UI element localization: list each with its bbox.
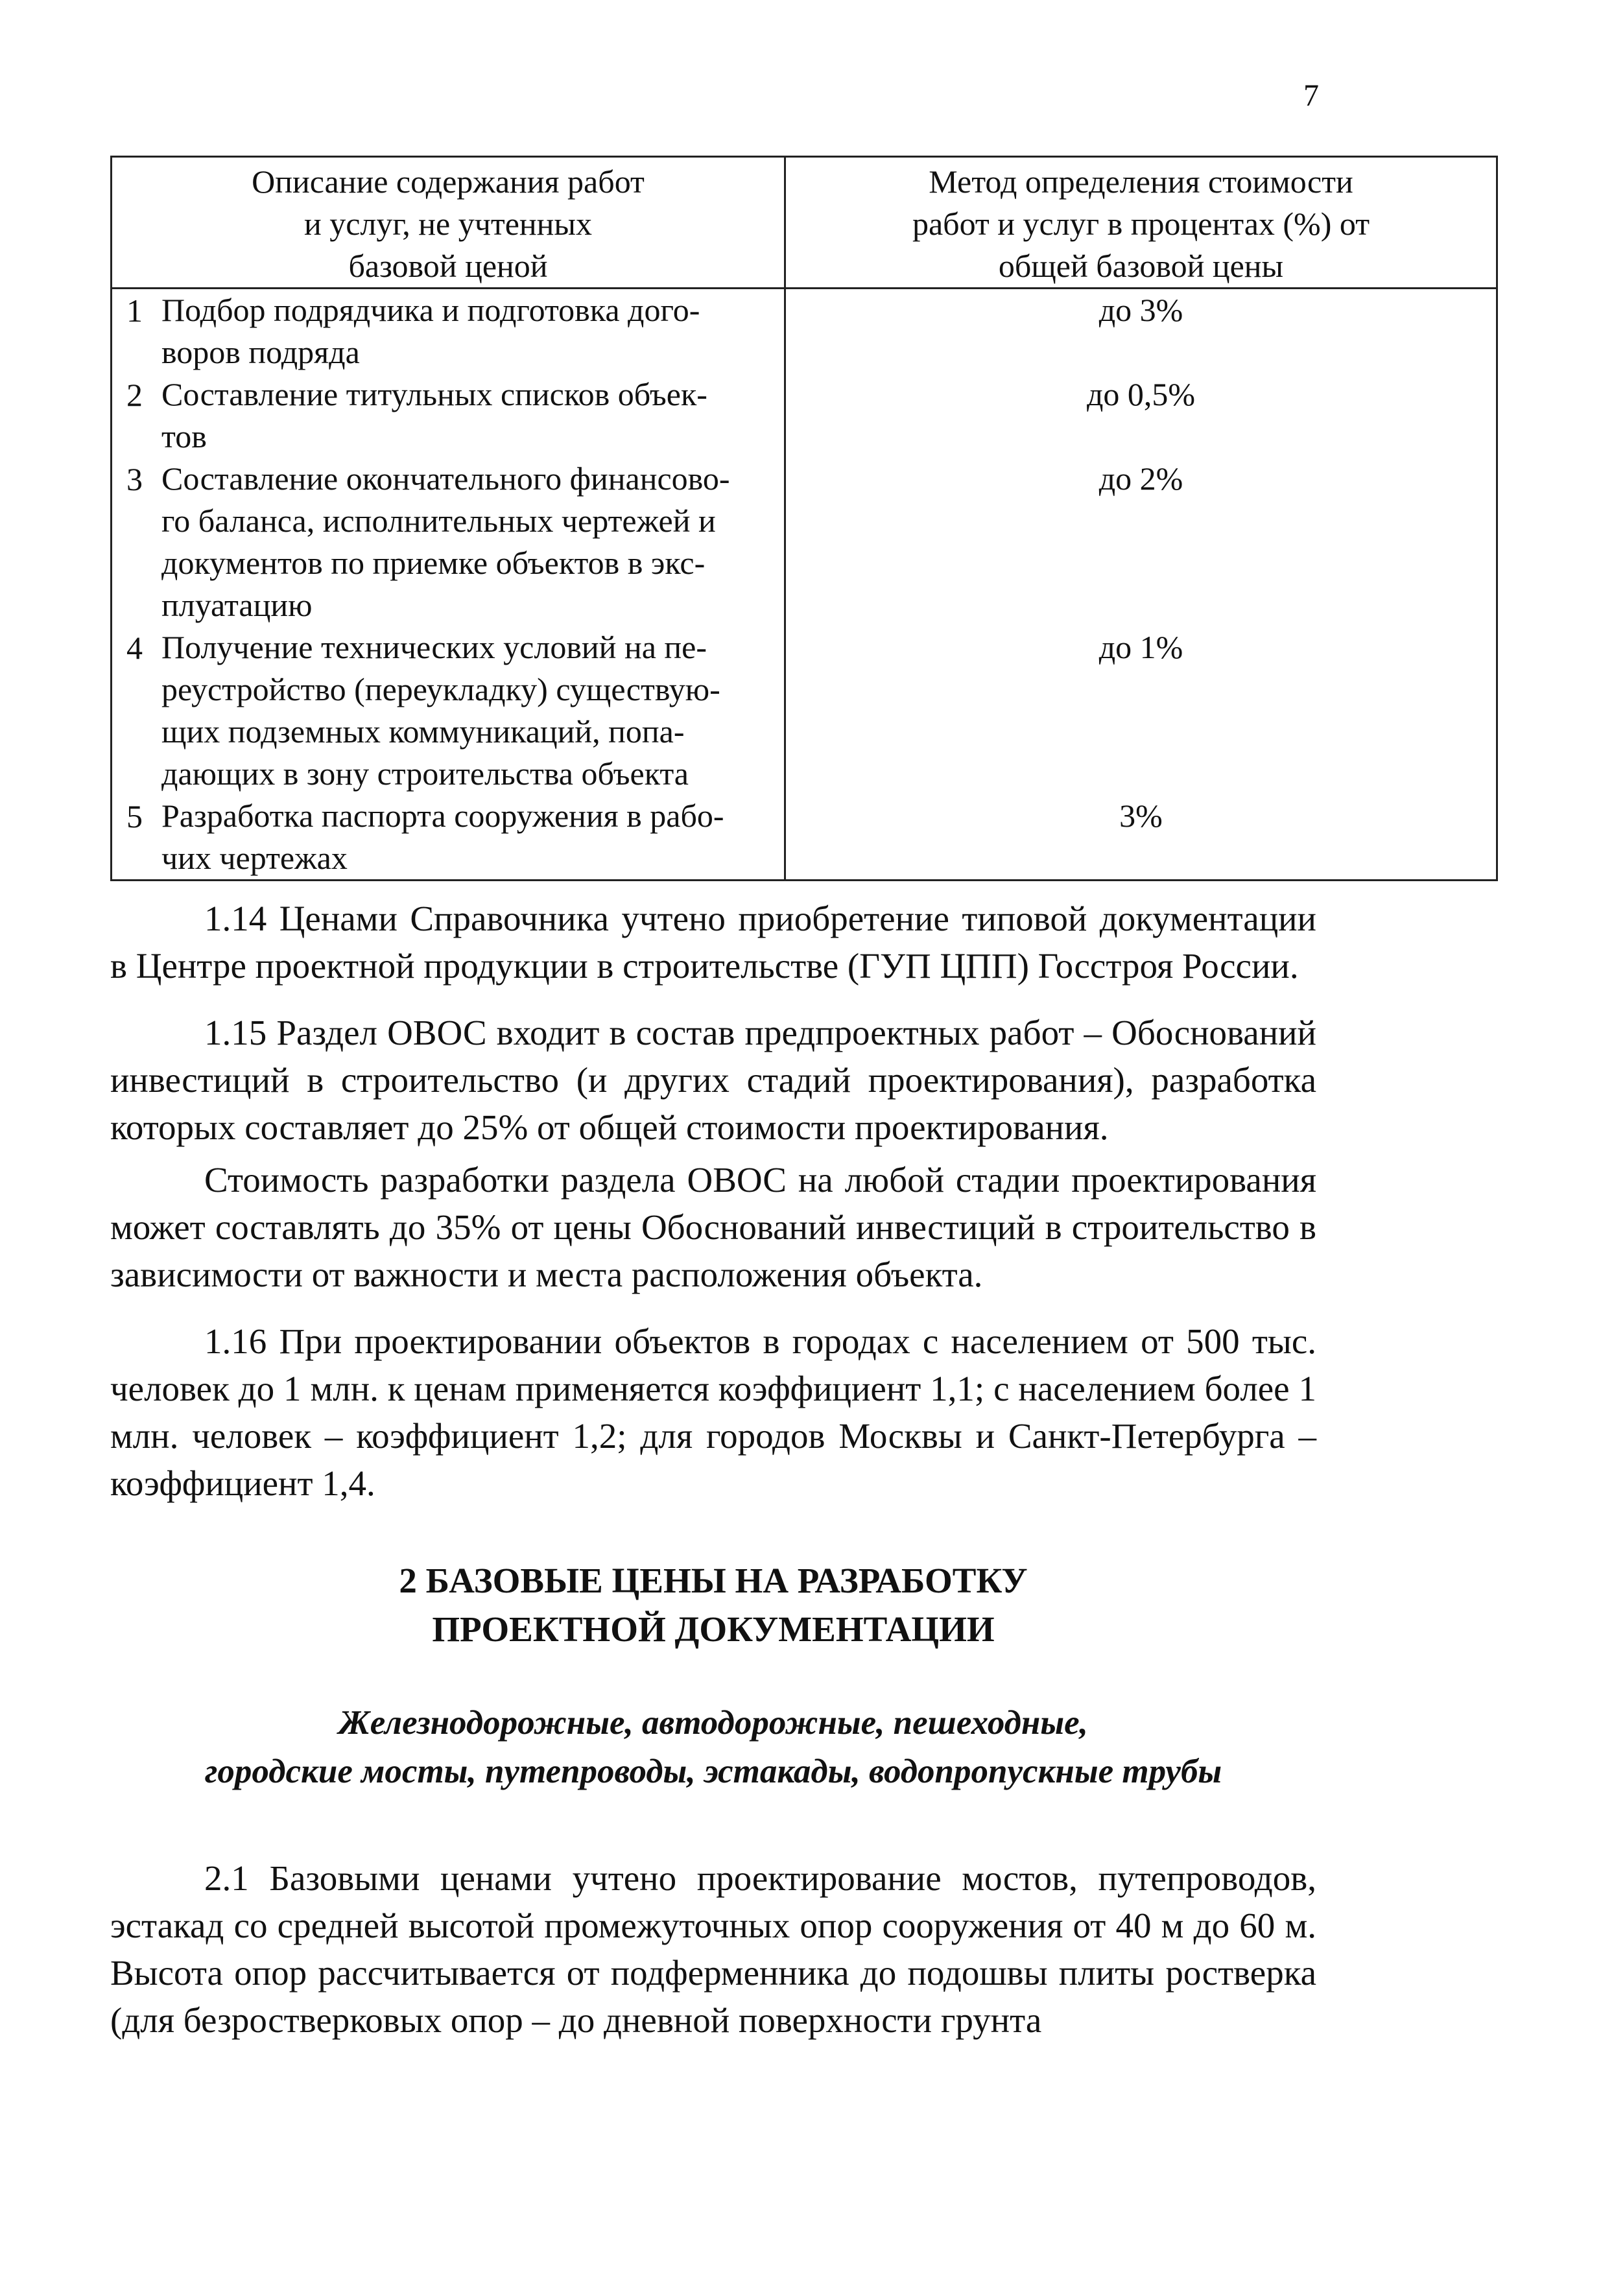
row-value: до 0,5% (785, 373, 1497, 458)
paragraph-2-block (110, 1854, 1316, 2044)
row-description: Получение технических условий на пе- реустройство (переукладку) существую- щих подземных коммуникаций, попа- дающих в зону строительства объекта (152, 626, 785, 795)
header-description: Описание содержания работ и услуг, не учтенных базовой ценой (112, 157, 785, 289)
row-value: до 3% (785, 289, 1497, 374)
table-row (112, 289, 1497, 374)
row-description: Составление титульных списков объек- тов (152, 373, 785, 458)
table-row (112, 373, 1497, 458)
row-value: 3% (785, 795, 1497, 881)
row-description: Составление окончательного финансово- го баланса, исполнительных чертежей и документов по приемке объектов в экс- плуатацию (152, 458, 785, 626)
paragraph-1-14: 1.14 Ценами Справочника учтено приобретение типовой документации в Центре проектной продукции в строительстве (ГУП ЦПП) Госстроя России. (110, 899, 1316, 986)
section-heading: 2 БАЗОВЫЕ ЦЕНЫ НА РАЗРАБОТКУ ПРОЕКТНОЙ ДОКУМЕНТАЦИИ (399, 1561, 1028, 1649)
table-row (112, 626, 1497, 795)
row-value: до 2% (785, 458, 1497, 626)
row-number: 2 (112, 373, 153, 458)
row-number: 1 (112, 289, 153, 374)
row-number: 3 (112, 458, 153, 626)
table-row (112, 795, 1497, 881)
table-row (112, 458, 1497, 626)
paragraph-1-15: 1.15 Раздел ОВОС входит в состав предпроектных работ – Обоснований инвестиций в строительство (и других стадий проектирования), разработка которых составляет до 25% от общей стоимости проектирования. (110, 1013, 1316, 1147)
page-number: 7 (1303, 78, 1319, 113)
paragraph-2-1: 2.1 Базовыми ценами учтено проектирование мостов, путепроводов, эстакад со средней высотой промежуточных опор сооружения от 40 м до 60 м. Высота опор рассчитывается от подферменника до подошвы плиты ростверка (для безростверковых опор – до дневной поверхности грунта (110, 1858, 1316, 2040)
section-subheading: Железнодорожные, автодорожные, пешеходные, городские мосты, путепроводы, эстакады, водопропускные трубы (204, 1704, 1222, 1790)
row-number: 5 (112, 795, 153, 881)
row-description: Разработка паспорта сооружения в рабо- чих чертежах (152, 795, 785, 881)
paragraphs-block (110, 895, 1316, 1507)
paragraph-1-16: 1.16 При проектировании объектов в городах с населением от 500 тыс. человек до 1 млн. к ценам применяется коэффициент 1,1; с населением более 1 млн. человек – коэффициент 1,2; для городов Москвы и Санкт-Петербурга – коэффициент 1,4. (110, 1321, 1316, 1503)
row-description: Подбор подрядчика и подготовка дого- воров подряда (152, 289, 785, 374)
row-number: 4 (112, 626, 153, 795)
works-cost-table (110, 156, 1498, 881)
row-value: до 1% (785, 626, 1497, 795)
paragraph-1-15-continued: Стоимость разработки раздела ОВОС на любой стадии проектирования может составлять до 35% от цены Обоснований инвестиций в строительство в зависимости от важности и места расположения объекта. (110, 1160, 1316, 1294)
table-header-row (112, 157, 1497, 289)
header-method: Метод определения стоимости работ и услуг в процентах (%) от общей базовой цены (785, 157, 1497, 289)
